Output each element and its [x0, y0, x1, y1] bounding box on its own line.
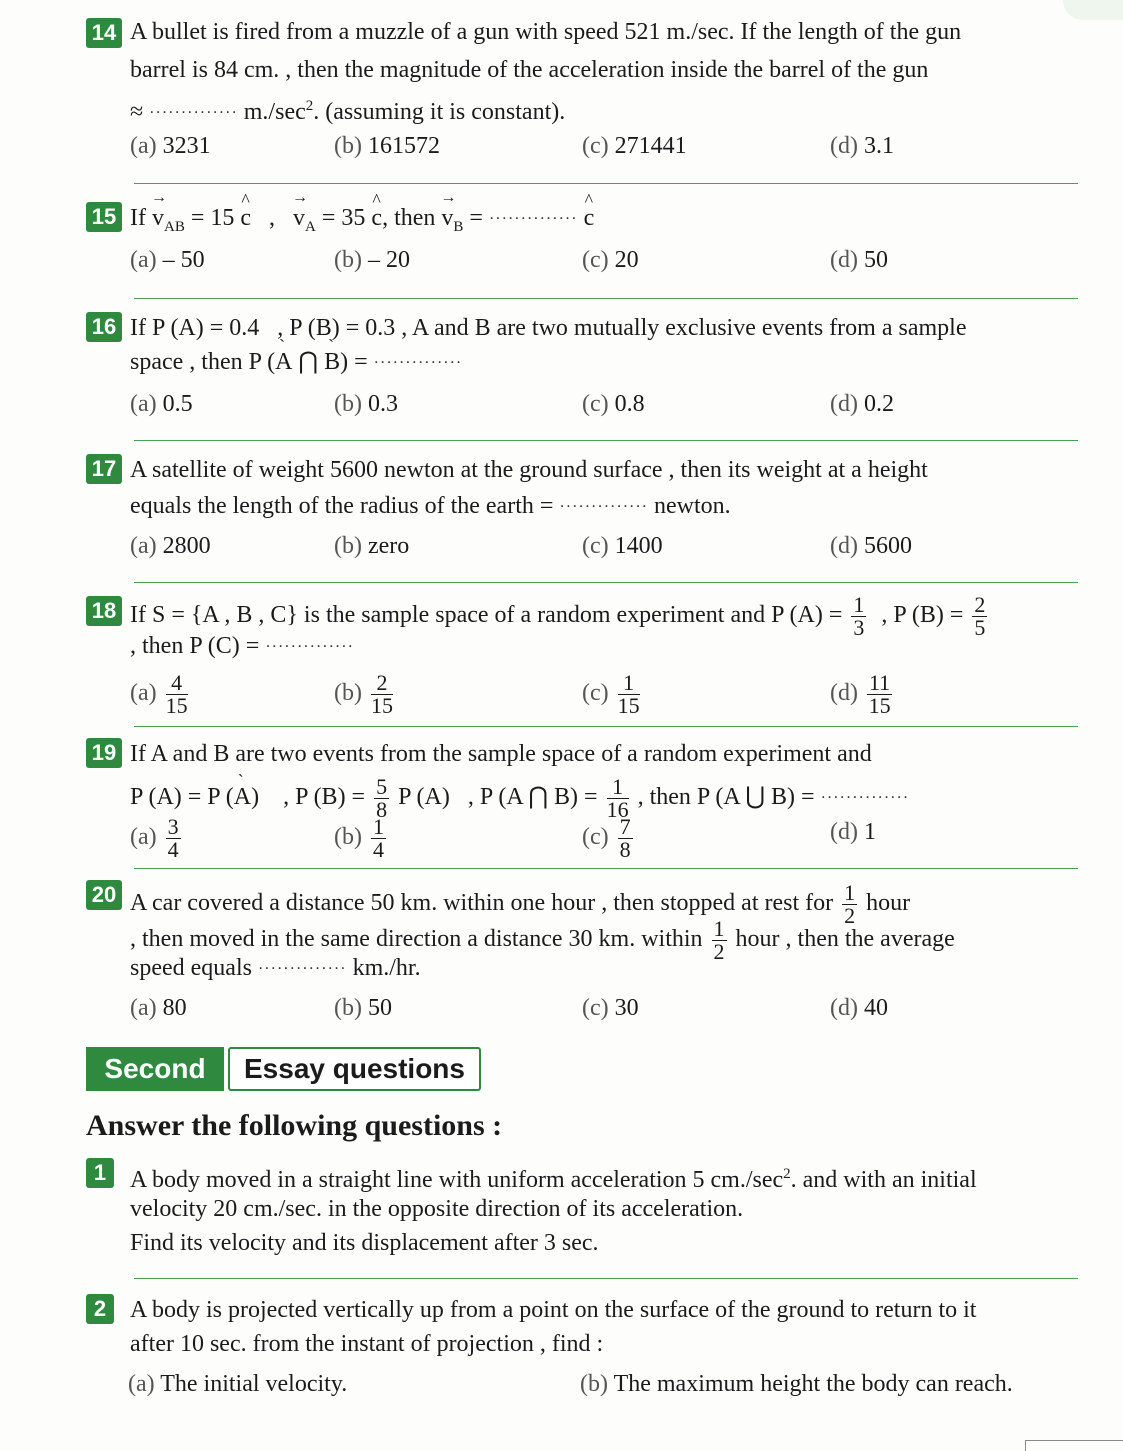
- option-a[interactable]: (a) 3231: [130, 133, 211, 159]
- blank-dots: ··············: [820, 789, 910, 807]
- option-d[interactable]: (d) 0.2: [830, 391, 894, 417]
- question-text: If A and B are two events from the sample space of a random experiment and: [130, 741, 872, 767]
- blank-dots: ··············: [488, 210, 578, 228]
- question-text: barrel is 84 cm. , then the magnitude of the acceleration inside the barrel of the gun: [130, 57, 929, 83]
- essay-section-header: [86, 1047, 481, 1091]
- section-title: Essay questions: [228, 1047, 481, 1091]
- blank-dots: ··············: [149, 104, 238, 122]
- question-text: A satellite of weight 5600 newton at the ground surface , then its weight at a height: [130, 457, 928, 483]
- option-b[interactable]: (b) 50: [334, 995, 392, 1021]
- question-number-badge: 20: [86, 880, 122, 910]
- question-number-badge: 2: [86, 1294, 114, 1324]
- option-d[interactable]: (d) $\frac{11}{15}$: [830, 670, 891, 718]
- section-label: Second: [86, 1047, 224, 1091]
- essay-question-2: [86, 1294, 1086, 1404]
- page-number-box: [1025, 1440, 1123, 1451]
- question-17: [86, 454, 1086, 564]
- question-16: [86, 312, 1086, 422]
- question-text: velocity 20 cm./sec. in the opposite direction of its acceleration.: [130, 1196, 744, 1222]
- divider: [134, 582, 1078, 583]
- question-number-badge: 14: [86, 18, 122, 48]
- question-number-badge: 19: [86, 738, 122, 768]
- question-number-badge: 17: [86, 454, 122, 484]
- question-text: , then moved in the same direction a distance 30 km. within $\frac{1}{2}$ hour , then the average: [130, 916, 955, 964]
- question-text: ≈ ·············· $m./\sec^2$. (assuming it is constant).: [130, 98, 566, 125]
- option-b[interactable]: (b) – 20: [334, 247, 410, 273]
- option-d[interactable]: (d) 50: [830, 247, 888, 273]
- question-number-badge: 1: [86, 1158, 114, 1188]
- option-d[interactable]: (d) 5600: [830, 533, 912, 559]
- option-b[interactable]: (b) 161572: [334, 133, 440, 159]
- option-a[interactable]: (a) 2800: [130, 533, 211, 559]
- question-number-badge: 16: [86, 312, 122, 342]
- option-c[interactable]: (c) 0.8: [582, 391, 645, 417]
- question-14: [86, 16, 1086, 166]
- option-a[interactable]: (a) – 50: [130, 247, 205, 273]
- question-text: If S = {A , B , C} is the sample space of a random experiment and P (A) = $\frac{1}{3}$ , P (B) = $\frac{2}{5}$: [130, 592, 986, 640]
- divider: [134, 1278, 1078, 1279]
- question-number-badge: 15: [86, 202, 122, 232]
- question-text: after 10 sec. from the instant of projection , find :: [130, 1331, 604, 1357]
- question-text: equals the length of the radius of the earth = ·············· newton.: [130, 493, 731, 519]
- option-a[interactable]: (a) 80: [130, 995, 187, 1021]
- part-b: (b) The maximum height the body can reach.: [580, 1371, 1013, 1397]
- question-18: [86, 592, 1086, 722]
- blank-dots: ··············: [559, 498, 648, 516]
- question-text: P (A) = P (ˋ A) , P (B) = $\frac{5}{8}$ P (A) , P (A ⋂ B) = $\frac{1}{16}$ , then P (A ⋃ B) = ··············: [130, 776, 909, 821]
- option-c[interactable]: (c) 1400: [582, 533, 663, 559]
- question-text: If P (A) = 0.4 , P (B) = 0.3 , A and B are two mutually exclusive events from a sample: [130, 315, 967, 341]
- blank-dots: ··············: [265, 638, 354, 656]
- divider: [134, 726, 1078, 727]
- option-b[interactable]: (b) 0.3: [334, 391, 398, 417]
- option-c[interactable]: (c) 30: [582, 995, 639, 1021]
- option-a[interactable]: (a) $\frac{4}{15}$: [130, 670, 188, 718]
- option-c[interactable]: (c) 20: [582, 247, 639, 273]
- question-15: [86, 200, 1086, 290]
- option-a[interactable]: (a) 0.5: [130, 391, 193, 417]
- question-20: [86, 880, 1086, 1030]
- option-b[interactable]: (b) $\frac{1}{4}$: [334, 814, 384, 862]
- option-d[interactable]: (d) 40: [830, 995, 888, 1021]
- divider: [134, 440, 1078, 441]
- question-text: space , then P (ˋ A ⋂ ˋ B) = ··············: [130, 346, 462, 379]
- question-number-badge: 18: [86, 596, 122, 626]
- divider: [134, 868, 1078, 869]
- divider: [134, 298, 1078, 299]
- question-19: [86, 738, 1086, 862]
- option-b[interactable]: (b) $\frac{2}{15}$: [334, 670, 393, 718]
- question-text: A bullet is fired from a muzzle of a gun with speed 521 m./sec. If the length of the gun: [130, 19, 962, 45]
- answer-heading: Answer the following questions :: [86, 1109, 503, 1142]
- option-b[interactable]: (b) zero: [334, 533, 410, 559]
- divider: [134, 183, 1078, 184]
- option-d[interactable]: (d) 3.1: [830, 133, 894, 159]
- question-text: A car covered a distance 50 km. within one hour , then stopped at rest for $\frac{1}{2}$ hour: [130, 880, 911, 928]
- question-text: speed equals ·············· km./hr.: [130, 955, 421, 981]
- option-a[interactable]: (a) $\frac{3}{4}$: [130, 814, 179, 862]
- part-a: (a) The initial velocity.: [128, 1371, 348, 1397]
- essay-question-1: [86, 1158, 1086, 1268]
- option-c[interactable]: (c) $\frac{7}{8}$: [582, 814, 631, 862]
- option-c[interactable]: (c) 271441: [582, 133, 687, 159]
- question-text: A body moved in a straight line with uniform acceleration 5 $cm./\sec^2$. and with an initial: [130, 1166, 977, 1193]
- question-text: A body is projected vertically up from a point on the surface of the ground to return to it: [130, 1297, 977, 1323]
- option-c[interactable]: (c) $\frac{1}{15}$: [582, 670, 640, 718]
- question-text: , then P (C) = ··············: [130, 633, 354, 659]
- question-text: $If \to v_{AB} = 15$ ^ c , → $v_A = 35$ ^ c, then → $v_B$ = ·············· ^ c: [130, 202, 594, 243]
- blank-dots: ··············: [257, 960, 347, 978]
- question-text: Find its velocity and its displacement after 3 sec.: [130, 1230, 599, 1256]
- blank-dots: ··············: [373, 354, 463, 372]
- option-d[interactable]: (d) 1: [830, 819, 876, 845]
